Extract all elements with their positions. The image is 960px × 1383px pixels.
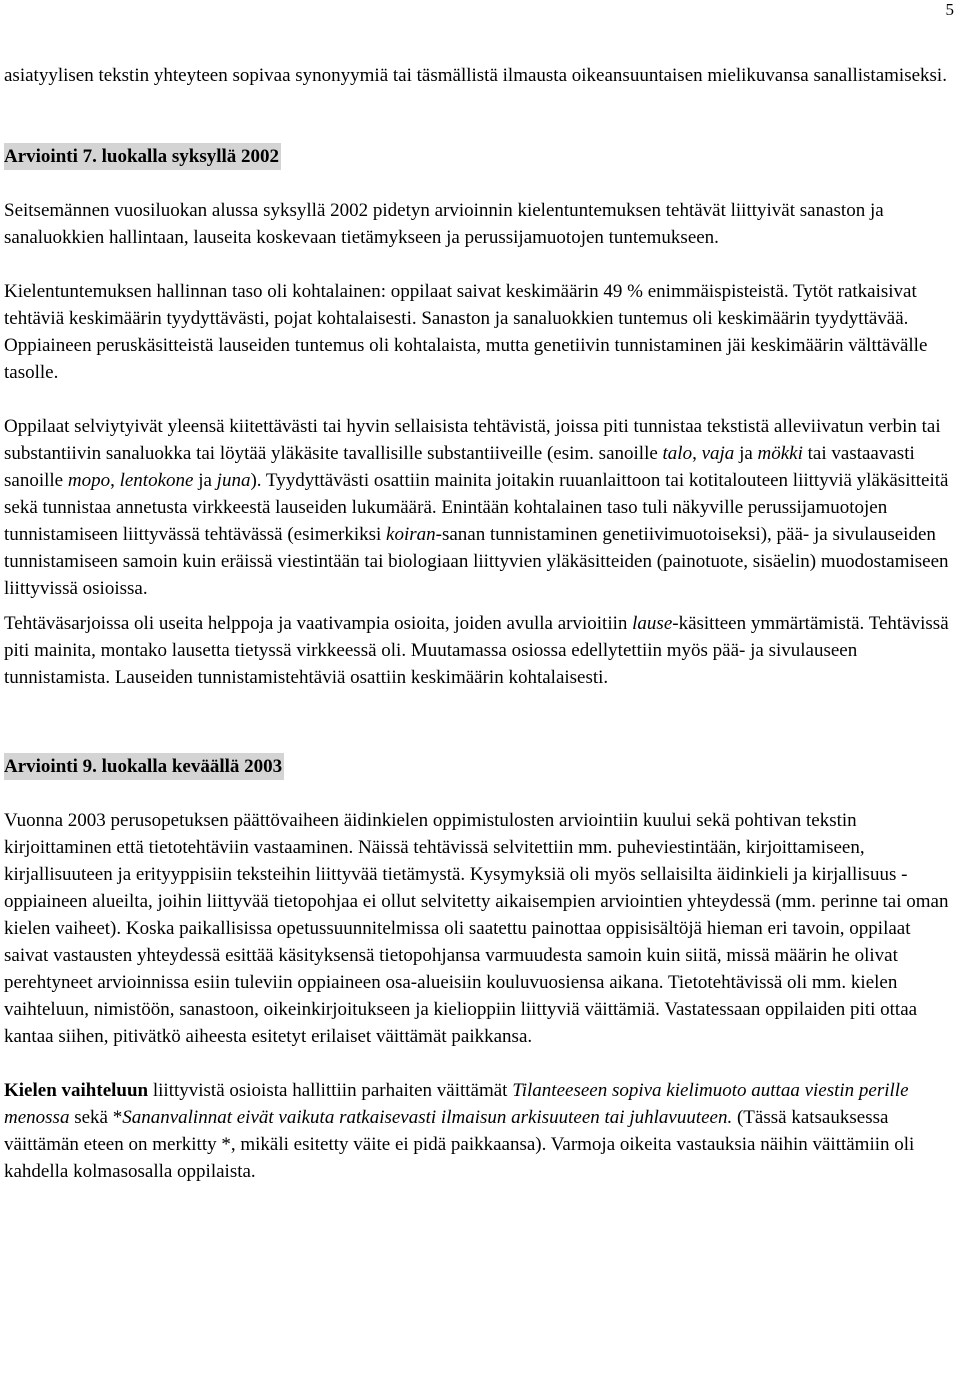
bold-term: Kielen vaihteluun	[4, 1080, 149, 1101]
section-9-paragraph-1: Vuonna 2003 perusopetuksen päättövaiheen äidinkielen oppimistulosten arviointiin kuului sekä pohtivan tekstin kirjoittaminen että tietotehtäviin vastaaminen. Näissä tehtävissä selvitettiin mm. puheviestintään, kirjoittamiseen, kirjallisuuteen ja erityyppisiin teksteihin liittyvää tietämystä. Kysymyksiä oli myös sellaisilta äidinkieli ja kirjallisuus -oppiaineen alueilta, joihin liittyvää tietopohjaa ei ollut selvitetty aikaisempien arviointien yhteydessä (mm. perinne tai oman kielen vaiheet). Koska paikallisissa opetussuunnitelmissa oli saatettu painottaa oppisisältöjä hieman eri tavoin, oppilaat saivat vastausten yhteydessä esittää käsityksensä tietopohjansa varmuudesta samoin kuin siitä, missä määrin he olivat perehtyneet arvioinnissa esiin tuleviin oppiaineen osa-alueisiin kouluvuosiensa aikana. Tietotehtävissä oli mm. kielen vaihteluun, nimistöön, sanastoon, oikeinkirjoitukseen ja kielioppiin liittyviä väittämiä. Vastatessaan oppilaiden piti ottaa kantaa siihen, pitivätkö aiheesta esitetyt erilaiset väittämät paikkansa.	[4, 810, 949, 1047]
text-run: Oppilaat selviytyivät yleensä kiitettävästi tai hyvin sellaisista tehtävistä, joissa piti tunnistaa tekstistä alleviivatun verbin tai substantiivin sanaluokka tai löytää yläkäsite tavallisille substantiiveille (esim. sanoille	[4, 416, 941, 464]
text-run: ). Tyydyttävästi osattiin mainita joitakin ruuanlaittoon tai kotitalouteen liittyviä yläkäsitteitä sekä tunnistaa annetusta virkkeestä lauseiden lukumäärä. Enintään kohtalainen taso tuli näkyville perussijamuotojen tunnistamiseen liittyvässä tehtävässä (esimerkiksi	[4, 470, 949, 545]
italic-term: talo	[662, 443, 693, 464]
italic-term: juna	[216, 470, 251, 491]
text-run: -sanan tunnistaminen genetiivimuotoiseksi), pää- ja sivulauseiden tunnistamiseen samoin kuin eräissä viestintään tai biologiaan liittyvien yläkäsitteiden (painotuote, sisäelin) muodostamiseen liittyvissä osioissa.	[4, 524, 949, 599]
intro-paragraph: asiatyylisen tekstin yhteyteen sopivaa synonyymiä tai täsmällistä ilmausta oikeansuuntaisen mielikuvansa sanallistamiseksi.	[4, 65, 947, 86]
text-run: -käsitteen ymmärtämistä. Tehtävissä piti mainita, montako lausetta tietyssä virkkeessä oli. Muutamassa osiossa edellytettiin myös pää- ja sivulauseen tunnistamista. Lauseiden tunnistamistehtäviä osattiin keskimäärin kohtalaisesti.	[4, 613, 949, 688]
section-7-paragraph-1: Seitsemännen vuosiluokan alussa syksyllä 2002 pidetyn arvioinnin kielentuntemuksen tehtävät liittyivät sanaston ja sanaluokkien hallintaan, lauseita koskevaan tietämykseen ja perussijamuotojen tuntemukseen.	[4, 200, 884, 248]
text-run: ja	[193, 470, 217, 491]
section-7-paragraph-2: Kielentuntemuksen hallinnan taso oli kohtalainen: oppilaat saivat keskimäärin 49 % enimmäispisteistä. Tytöt ratkaisivat tehtäviä keskimäärin tyydyttävästi, pojat kohtalaisesti. Sanaston ja sanaluokkien tuntemus oli keskimäärin tyydyttävää. Oppiaineen peruskäsitteistä lauseiden tuntemus oli kohtalaista, mutta genetiivin tunnistaminen jäi keskimäärin välttävälle tasolle.	[4, 281, 928, 383]
text-run: tai vastaavasti sanoille	[4, 443, 915, 491]
section-9-paragraph-2	[4, 1077, 954, 1185]
document-body	[4, 62, 954, 1185]
italic-term: mökki	[757, 443, 803, 464]
text-run: (Tässä katsauksessa väittämän eteen on merkitty *, mikäli esitetty väite ei pidä paikkaansa). Varmoja oikeita vastauksia näihin väittämiin oli kahdella kolmasosalla oppilaista.	[4, 1107, 915, 1182]
text-run: ,	[692, 443, 702, 464]
italic-statement: Sananvalinnat eivät vaikuta ratkaisevasti ilmaisun arkisuuteen tai juhlavuuteen.	[122, 1107, 733, 1128]
section-7-paragraph-3	[4, 413, 954, 602]
text-run: ja	[734, 443, 758, 464]
section-9-heading-line	[4, 753, 954, 780]
text-run: sekä *	[69, 1107, 123, 1128]
section-7-heading-line	[4, 143, 954, 170]
text-run: liittyvistä osioista hallittiin parhaiten väittämät	[148, 1080, 513, 1101]
page-number: 5	[945, 0, 954, 19]
italic-statement: Tilanteeseen sopiva kielimuoto auttaa viestin perille menossa	[4, 1080, 909, 1128]
italic-term: lause	[632, 613, 673, 634]
section-9-heading: Arviointi 9. luokalla keväällä 2003	[4, 753, 284, 780]
section-7-heading: Arviointi 7. luokalla syksyllä 2002	[4, 143, 281, 170]
italic-term: mopo	[67, 470, 111, 491]
text-run: ,	[110, 470, 120, 491]
text-run: Tehtäväsarjoissa oli useita helppoja ja vaativampia osioita, joiden avulla arvioitiin	[4, 613, 633, 634]
italic-term: lentokone	[119, 470, 194, 491]
section-7-paragraph-4	[4, 610, 954, 691]
italic-term: koiran	[386, 524, 436, 545]
italic-term: vaja	[701, 443, 735, 464]
